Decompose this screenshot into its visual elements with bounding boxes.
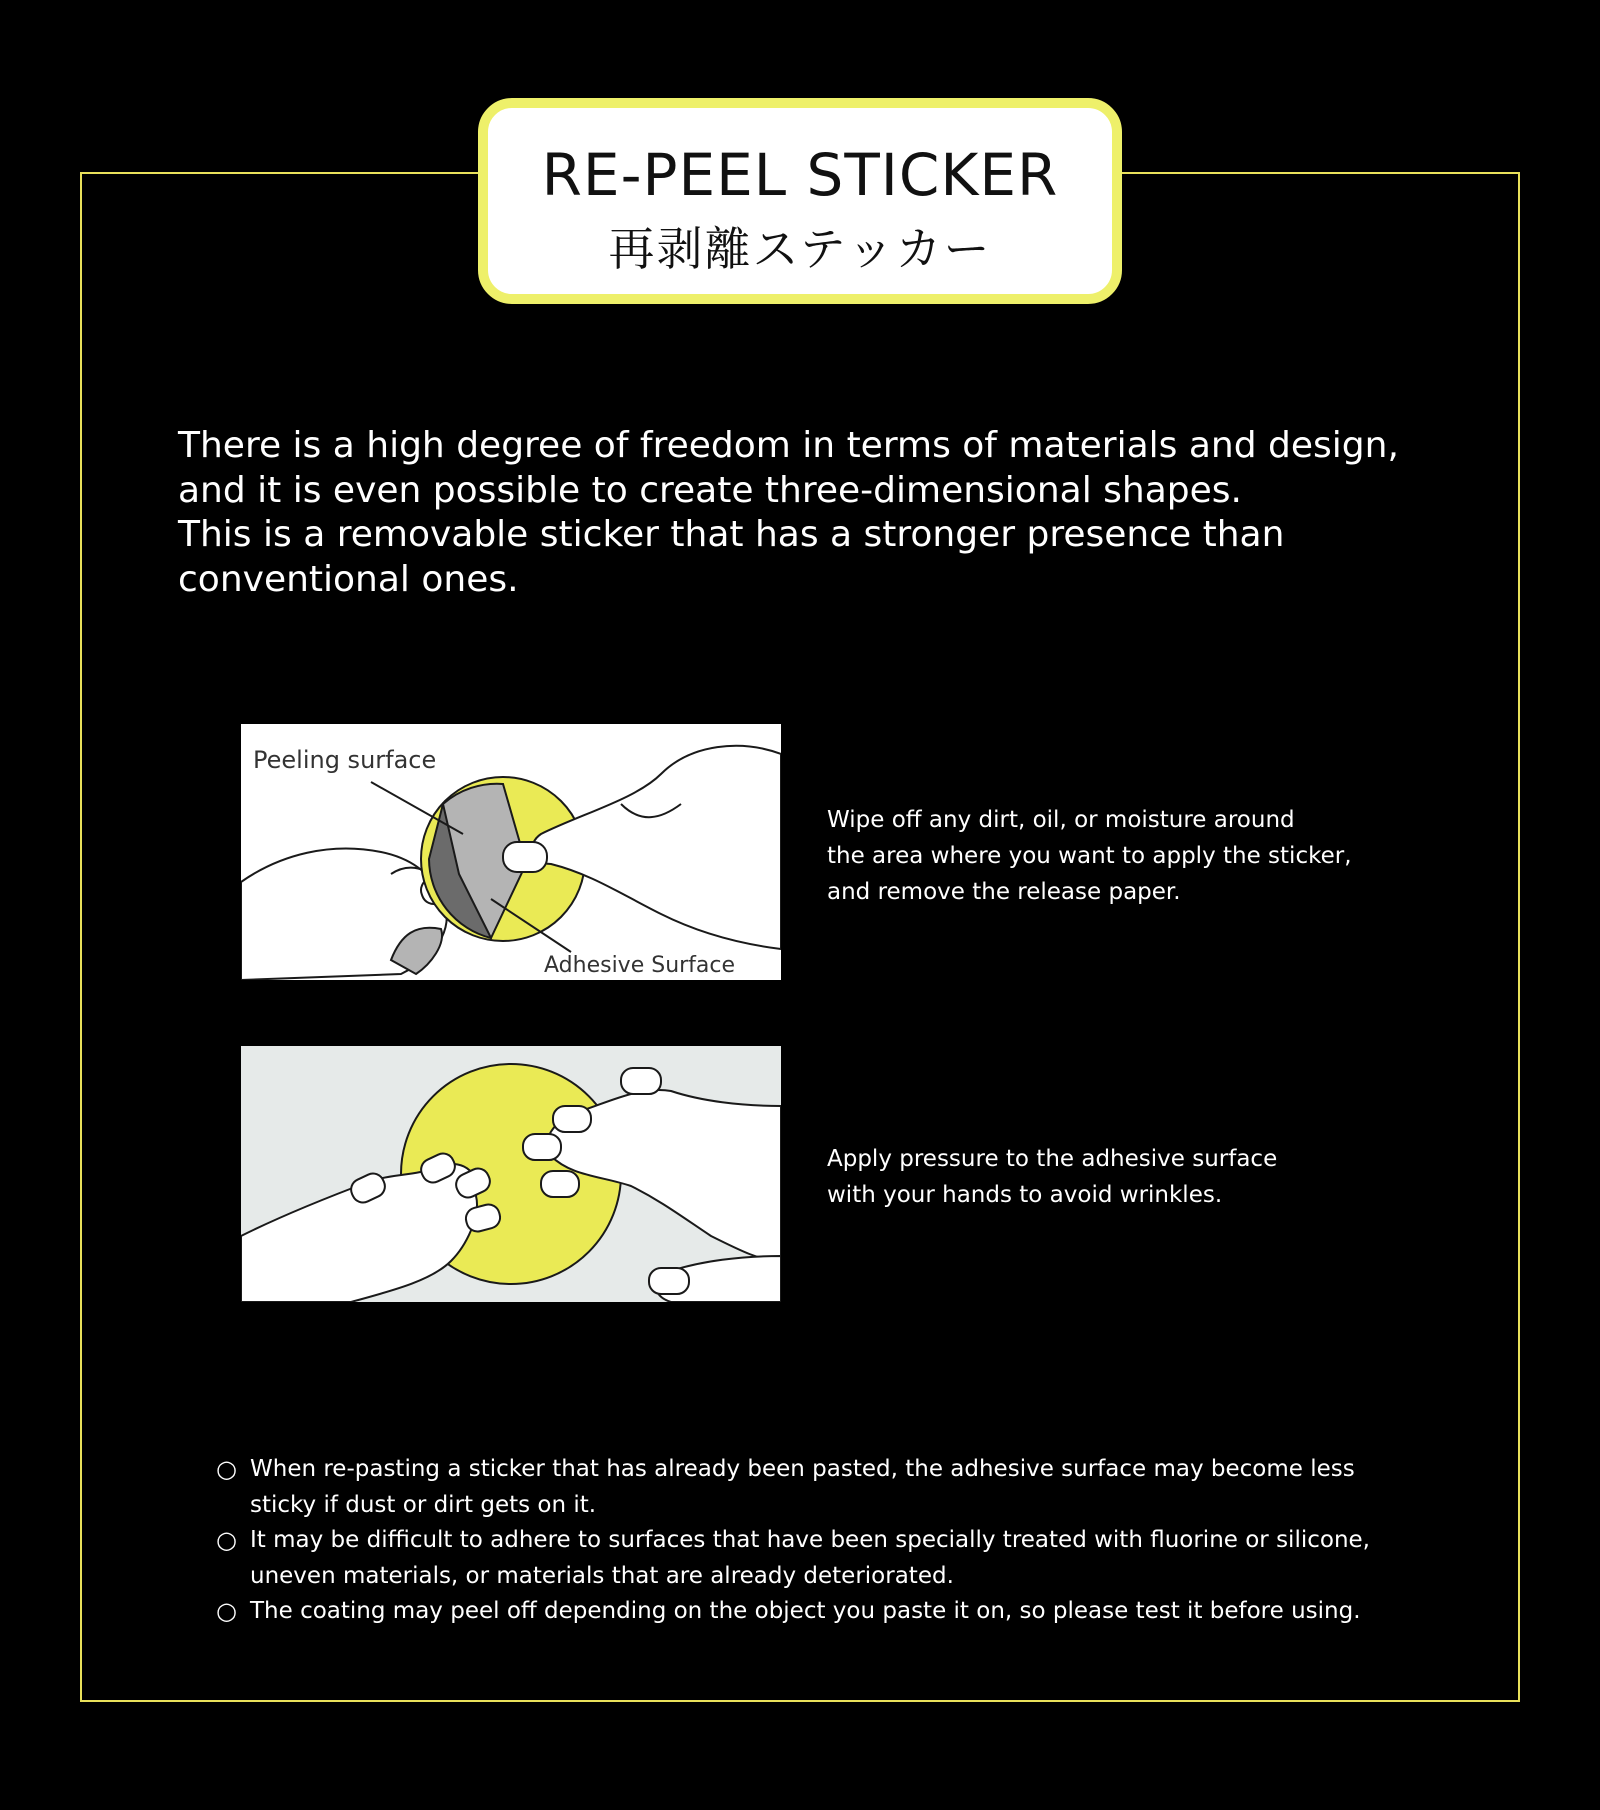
intro-line: There is a high degree of freedom in terms of materials and design, [178,425,1399,466]
page-title: RE-PEEL STICKER [541,141,1059,209]
step-2-description [827,1141,1277,1213]
note-item [216,1594,1450,1630]
step-line: the area where you want to apply the sticker, [827,843,1352,869]
note-line: The coating may peel off depending on the object you paste it on, so please test it before using. [250,1598,1361,1624]
pressing-illustration [241,1046,781,1302]
intro-line: and it is even possible to create three-dimensional shapes. [178,469,1242,511]
circle-bullet-icon: ○ [216,1597,237,1625]
note-line: sticky if dust or dirt gets on it. [250,1491,597,1518]
note-line: When re-pasting a sticker that has already been pasted, the adhesive surface may become less [250,1456,1355,1482]
intro-paragraph [178,424,1478,602]
note-item [216,1523,1450,1594]
peeling-surface-label: Peeling surface [253,746,437,774]
peeling-illustration [241,724,781,980]
caution-notes [216,1452,1450,1630]
title-badge [478,98,1122,304]
page-title-japanese: 再剥離ステッカー [608,222,992,276]
step-line: and remove the release paper. [827,879,1181,905]
adhesive-surface-label: Adhesive Surface [544,953,736,978]
step-1-description [827,802,1352,910]
circle-bullet-icon: ○ [216,1455,237,1483]
step-line: Wipe off any dirt, oil, or moisture around [827,807,1295,833]
intro-line: This is a removable sticker that has a stronger presence than [178,514,1285,555]
note-line: It may be difficult to adhere to surfaces that have been specially treated with fluorine or silicone, [250,1527,1370,1553]
intro-line: conventional ones. [178,558,519,600]
step-line: with your hands to avoid wrinkles. [827,1182,1223,1208]
circle-bullet-icon: ○ [216,1526,237,1554]
note-item [216,1452,1450,1523]
note-line: uneven materials, or materials that are already deteriorated. [250,1562,954,1589]
step-line: Apply pressure to the adhesive surface [827,1146,1278,1172]
